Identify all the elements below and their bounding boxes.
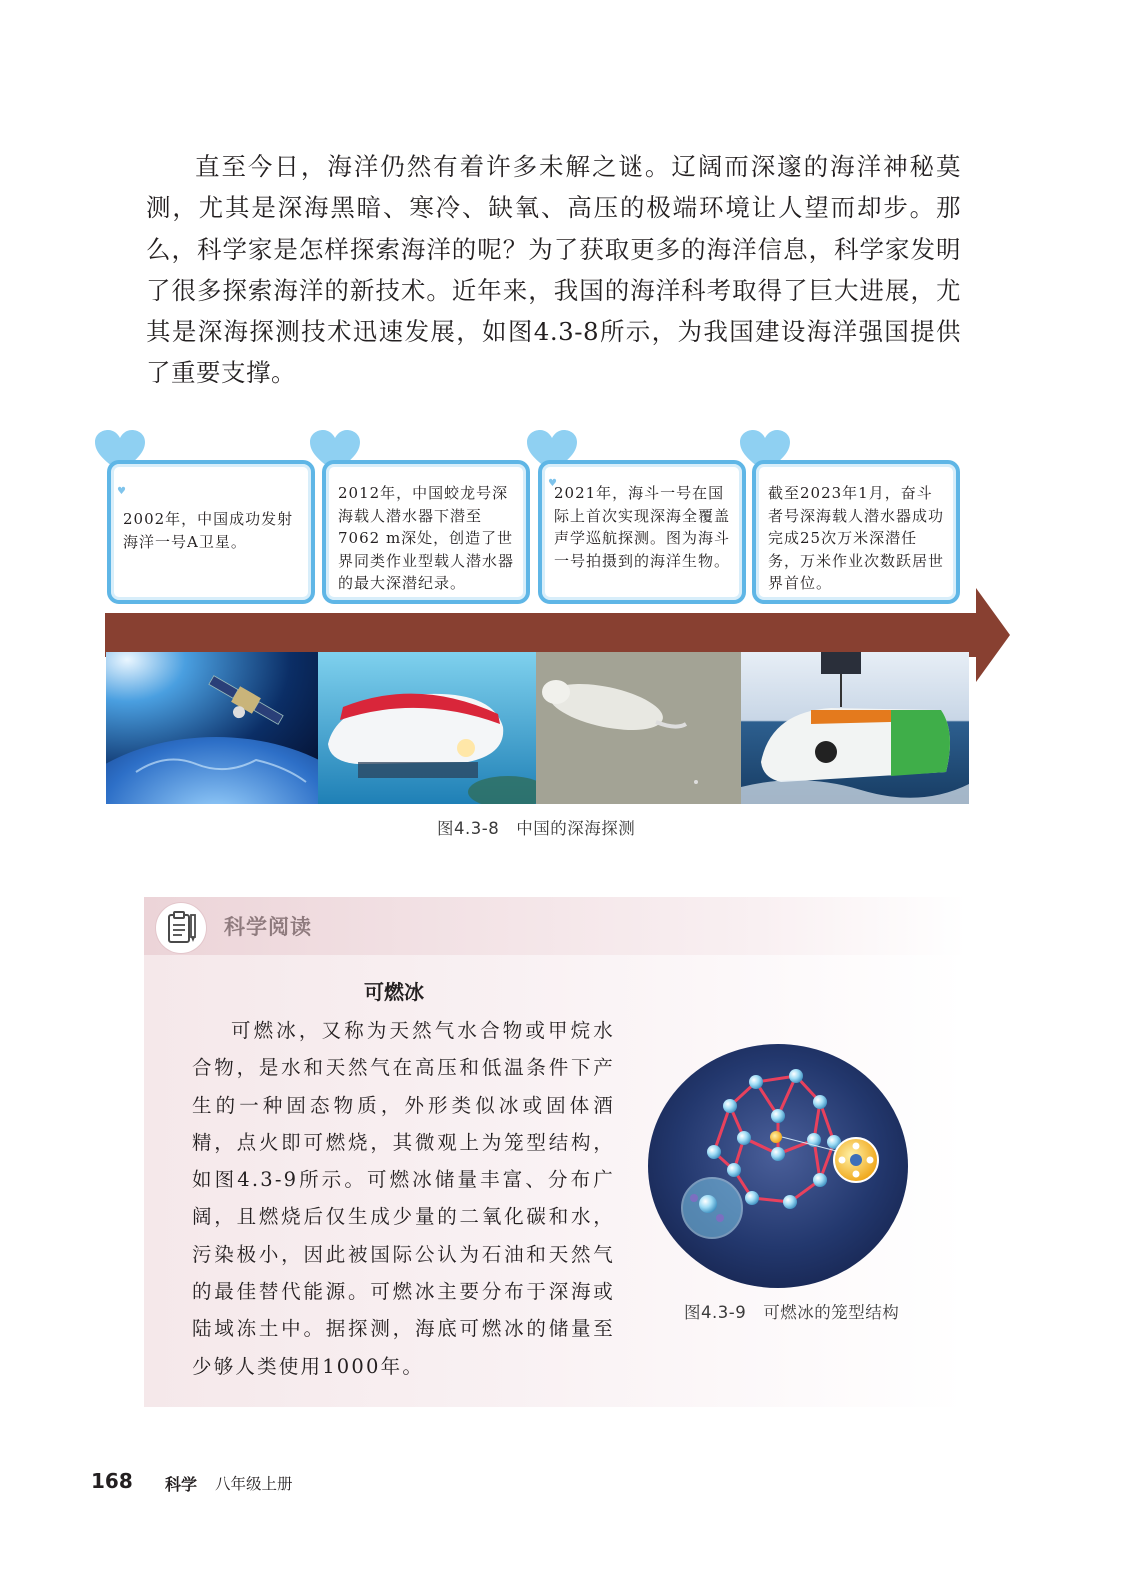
clathrate-cage-structure-image xyxy=(648,1042,908,1290)
heart-icon: ♥ xyxy=(548,478,557,489)
timeline-event-text: 2021年，海斗一号在国际上首次实现深海全覆盖声学巡航探测。图为海斗一号拍摄到的海洋生物。 xyxy=(554,484,731,570)
book-grade: 八年级上册 xyxy=(215,1475,293,1493)
timeline-event-text: 2012年，中国蛟龙号深海载人潜水器下潜至7062 m深处，创造了世界同类作业型载人潜水器的最大深潜纪录。 xyxy=(338,484,515,592)
science-reading-box xyxy=(144,897,966,1407)
heart-icon: ♥ xyxy=(117,486,126,497)
timeline-card-2023 xyxy=(752,460,960,604)
clipboard-pencil-icon xyxy=(156,903,206,953)
timeline-arrow xyxy=(105,613,980,657)
article-title: 可燃冰 xyxy=(364,980,424,1004)
reading-section-label: 科学阅读 xyxy=(224,915,312,939)
satellite-earth-photo xyxy=(106,652,318,804)
figure-9-caption: 图4.3-9 可燃冰的笼型结构 xyxy=(684,1303,900,1322)
figure-8-caption: 图4.3-8 中国的深海探测 xyxy=(437,819,636,838)
timeline-card-2012 xyxy=(322,460,530,604)
timeline-arrow-head xyxy=(976,588,1010,682)
timeline-card-2002 xyxy=(107,460,315,604)
timeline-event-text: 2002年，中国成功发射海洋一号A卫星。 xyxy=(123,510,294,551)
timeline-card-2021 xyxy=(538,460,746,604)
fendouzhe-submersible-photo xyxy=(741,652,969,804)
deep-sea-timeline-figure xyxy=(90,430,1020,820)
timeline-event-text: 截至2023年1月，奋斗者号深海载人潜水器成功完成25次万米深潜任务，万米作业次数跃居世界首位。 xyxy=(768,484,945,592)
jiaolong-submersible-photo xyxy=(318,652,536,804)
deep-sea-creature-photo xyxy=(536,652,741,804)
article-body: 可燃冰，又称为天然气水合物或甲烷水合物，是水和天然气在高压和低温条件下产生的一种固态物质，外形类似冰或固体酒精，点火即可燃烧，其微观上为笼型结构，如图4.3-9所示。可燃冰储量丰富、分布广阔，且燃烧后仅生成少量的二氧化碳和水，污染极小，因此被国际公认为石油和天然气的最佳替代能源。可燃冰主要分布于深海或陆域冻土中。据探测，海底可燃冰的储量至少够人类使用1000年。 xyxy=(192,1019,615,1378)
reading-header xyxy=(144,897,966,955)
page-footer xyxy=(91,1469,293,1494)
page-number: 168 xyxy=(91,1469,133,1493)
intro-paragraph: 直至今日，海洋仍然有着许多未解之谜。辽阔而深邃的海洋神秘莫测，尤其是深海黑暗、寒冷、缺氧、高压的极端环境让人望而却步。那么，科学家是怎样探索海洋的呢？为了获取更多的海洋信息，科学家发明了很多探索海洋的新技术。近年来，我国的海洋科考取得了巨大进展，尤其是深海探测技术迅速发展，如图4.3-8所示，为我国建设海洋强国提供了重要支撑。 xyxy=(146,152,961,388)
book-subject: 科学 xyxy=(165,1475,198,1494)
